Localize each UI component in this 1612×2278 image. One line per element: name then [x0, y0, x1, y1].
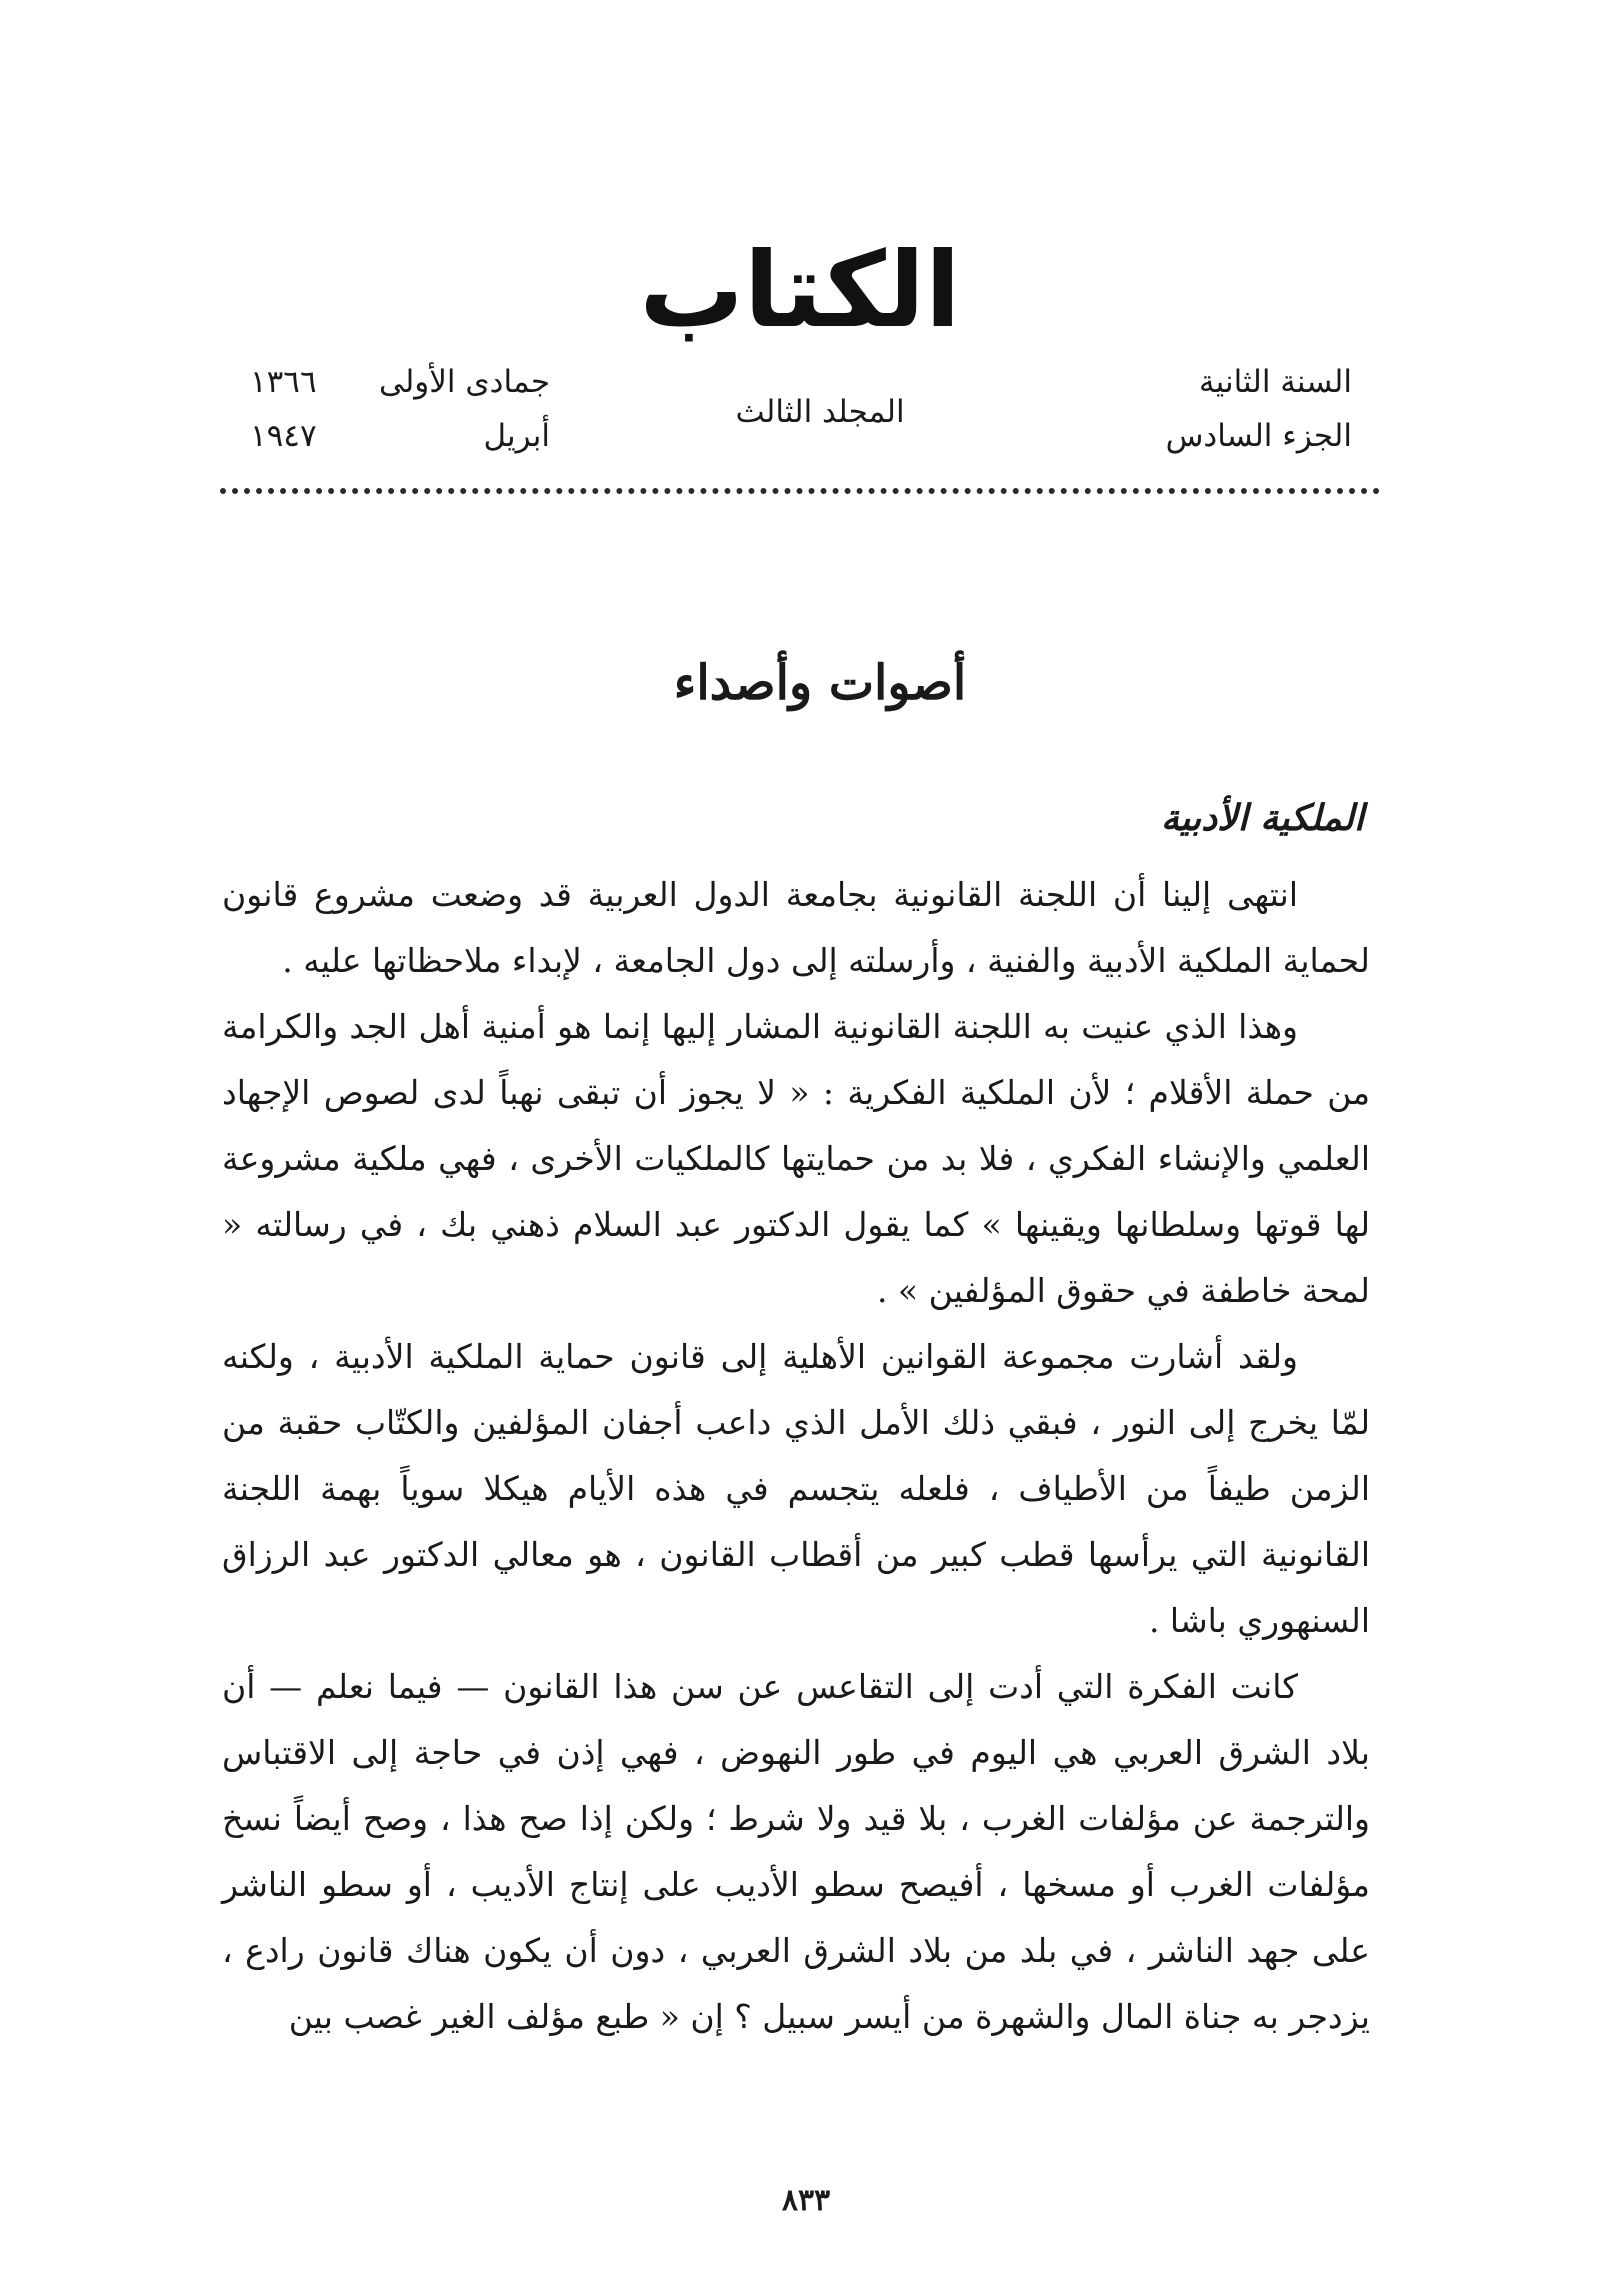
year-label: السنة الثانية [1198, 364, 1352, 400]
masthead-title: الكتاب [639, 229, 961, 351]
gregorian-date [250, 409, 550, 463]
gregorian-month: أبريل [483, 418, 550, 454]
dotted-divider [220, 488, 1380, 494]
header-date [250, 355, 550, 463]
header-volume [620, 385, 1020, 439]
hijri-date [250, 355, 550, 409]
masthead-logo [560, 225, 1040, 355]
paragraph-3: ولقد أشارت مجموعة القوانين الأهلية إلى قانون حماية الملكية الأدبية ، ولكنه لمّا يخرج إلى النور ، فبقي ذلك الأمل الذي داعب أجفان المؤلفين والكتّاب حقبة من الزمن طيفاً من الأطياف ، فلعله يتجسم في هذه الأيام هيكلا سوياً بهمة اللجنة القانونية التي يرأسها قطب كبير من أقطاب القانون ، هو معالي الدكتور عبد الرزاق السنهوري باشا . [222, 1337, 1370, 1640]
hijri-month: جمادى الأولى [379, 364, 550, 400]
page-number: ٨٣٣ [781, 2183, 831, 2218]
paragraph-4: كانت الفكرة التي أدت إلى التقاعس عن سن هذا القانون — فيما نعلم — أن بلاد الشرق العربي هي اليوم في طور النهوض ، فهي إذن في حاجة إلى الاقتباس والترجمة عن مؤلفات الغرب ، بلا قيد ولا شرط ؛ ولكن إذا صح هذا ، وصح أيضاً نسخ مؤلفات الغرب أو مسخها ، أفيصح سطو الأديب على إنتاج الأديب ، أو سطو الناشر على جهد الناشر ، في بلد من بلاد الشرق العربي ، دون أن يكون هناك قانون رادع ، يزدجر به جناة المال والشهرة من أيسر سبيل ؟ إن « طبع مؤلف الغير غصب بين [222, 1667, 1370, 2036]
volume-label: المجلد الثالث [735, 394, 905, 430]
section-heading: الملكية الأدبية [1160, 797, 1364, 839]
article-body [222, 862, 1370, 2050]
paragraph-1: انتهى إلينا أن اللجنة القانونية بجامعة الدول العربية قد وضعت مشروع قانون لحماية الملكية الأدبية والفنية ، وأرسلته إلى دول الجامعة ، لإبداء ملاحظاتها عليه . [222, 875, 1370, 980]
header-year-part [1052, 355, 1352, 463]
paragraph-2: وهذا الذي عنيت به اللجنة القانونية المشار إليها إنما هو أمنية أهل الجد والكرامة من حملة الأقلام ؛ لأن الملكية الفكرية : « لا يجوز أن تبقى نهباً لدى لصوص الإجهاد العلمي والإنشاء الفكري ، فلا بد من حمايتها كالملكيات الأخرى ، فهي ملكية مشروعة لها قوتها وسلطانها ويقينها » كما يقول الدكتور عبد السلام ذهني بك ، في رسالته « لمحة خاطفة في حقوق المؤلفين » . [222, 1007, 1370, 1310]
article-title: أصوات وأصداء [673, 655, 967, 711]
part-label: الجزء السادس [1165, 418, 1352, 454]
gregorian-year: ١٩٤٧ [250, 418, 317, 454]
hijri-year: ١٣٦٦ [250, 364, 317, 400]
